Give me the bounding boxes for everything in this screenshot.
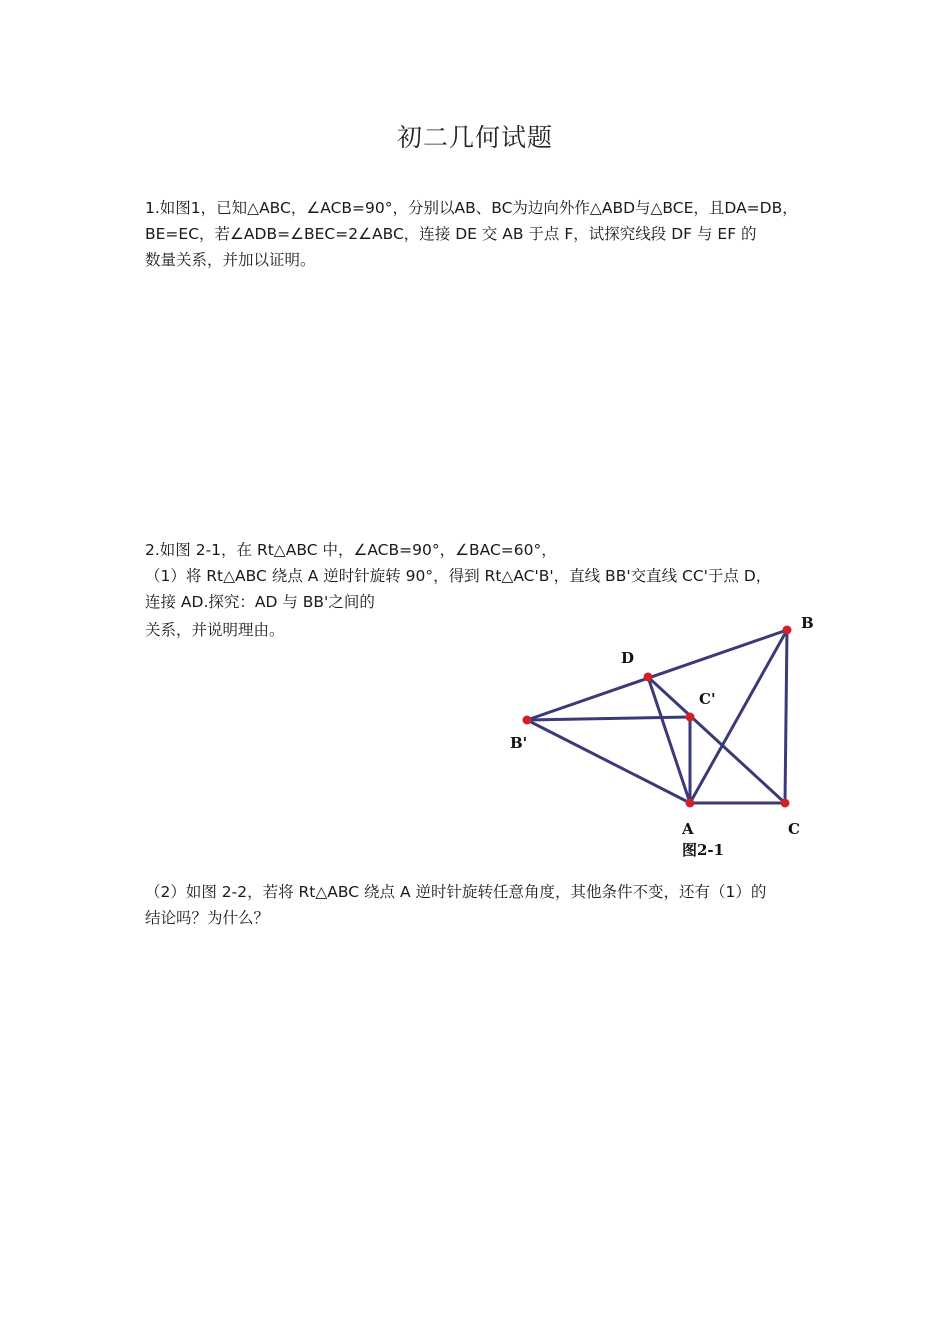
segment-b-c bbox=[785, 630, 787, 803]
label-bprime: B' bbox=[510, 734, 528, 752]
q2-line-2: （1）将 Rt△ABC 绕点 A 逆时针旋转 90°，得到 Rt△AC'B'，直线 BB'交直线 CC'于点 D， bbox=[145, 567, 772, 585]
point-bprime bbox=[523, 716, 532, 725]
point-c bbox=[781, 799, 790, 808]
point-a bbox=[686, 799, 695, 808]
figure-2-1 bbox=[505, 610, 825, 865]
label-b: B bbox=[801, 614, 814, 632]
page-title: 初二几何试题 bbox=[396, 123, 553, 152]
point-cprime bbox=[686, 713, 695, 722]
q2-part2-line-2: 结论吗？为什么？ bbox=[145, 909, 270, 927]
q2-line-4: 关系，并说明理由。 bbox=[145, 621, 285, 639]
q1-line-2: BE=EC，若∠ADB=∠BEC=2∠ABC，连接 DE 交 AB 于点 F，试探究线段 DF 与 EF 的 bbox=[145, 225, 757, 243]
segment-a-b bbox=[690, 630, 787, 803]
label-cprime: C' bbox=[699, 690, 716, 708]
q1-line-3: 数量关系，并加以证明。 bbox=[145, 251, 316, 269]
label-a: A bbox=[682, 820, 694, 838]
figure-caption: 图2-1 bbox=[682, 841, 725, 859]
point-d bbox=[644, 673, 653, 682]
q2-part2-line-1: （2）如图 2-2，若将 Rt△ABC 绕点 A 逆时针旋转任意角度，其他条件不变，还有（1）的 bbox=[145, 883, 767, 901]
q2-line-3: 连接 AD.探究：AD 与 BB'之间的 bbox=[145, 593, 375, 611]
segment-bprime-cprime bbox=[527, 717, 690, 720]
label-d: D bbox=[621, 649, 635, 667]
label-c: C bbox=[788, 820, 800, 838]
q2-line-1: 2.如图 2-1，在 Rt△ABC 中，∠ACB=90°，∠BAC=60°， bbox=[145, 541, 557, 559]
q1-line-1: 1.如图1，已知△ABC，∠ACB=90°，分别以AB、BC为边向外作△ABD与△BCE，且DA=DB， bbox=[145, 199, 798, 217]
point-b bbox=[783, 626, 792, 635]
